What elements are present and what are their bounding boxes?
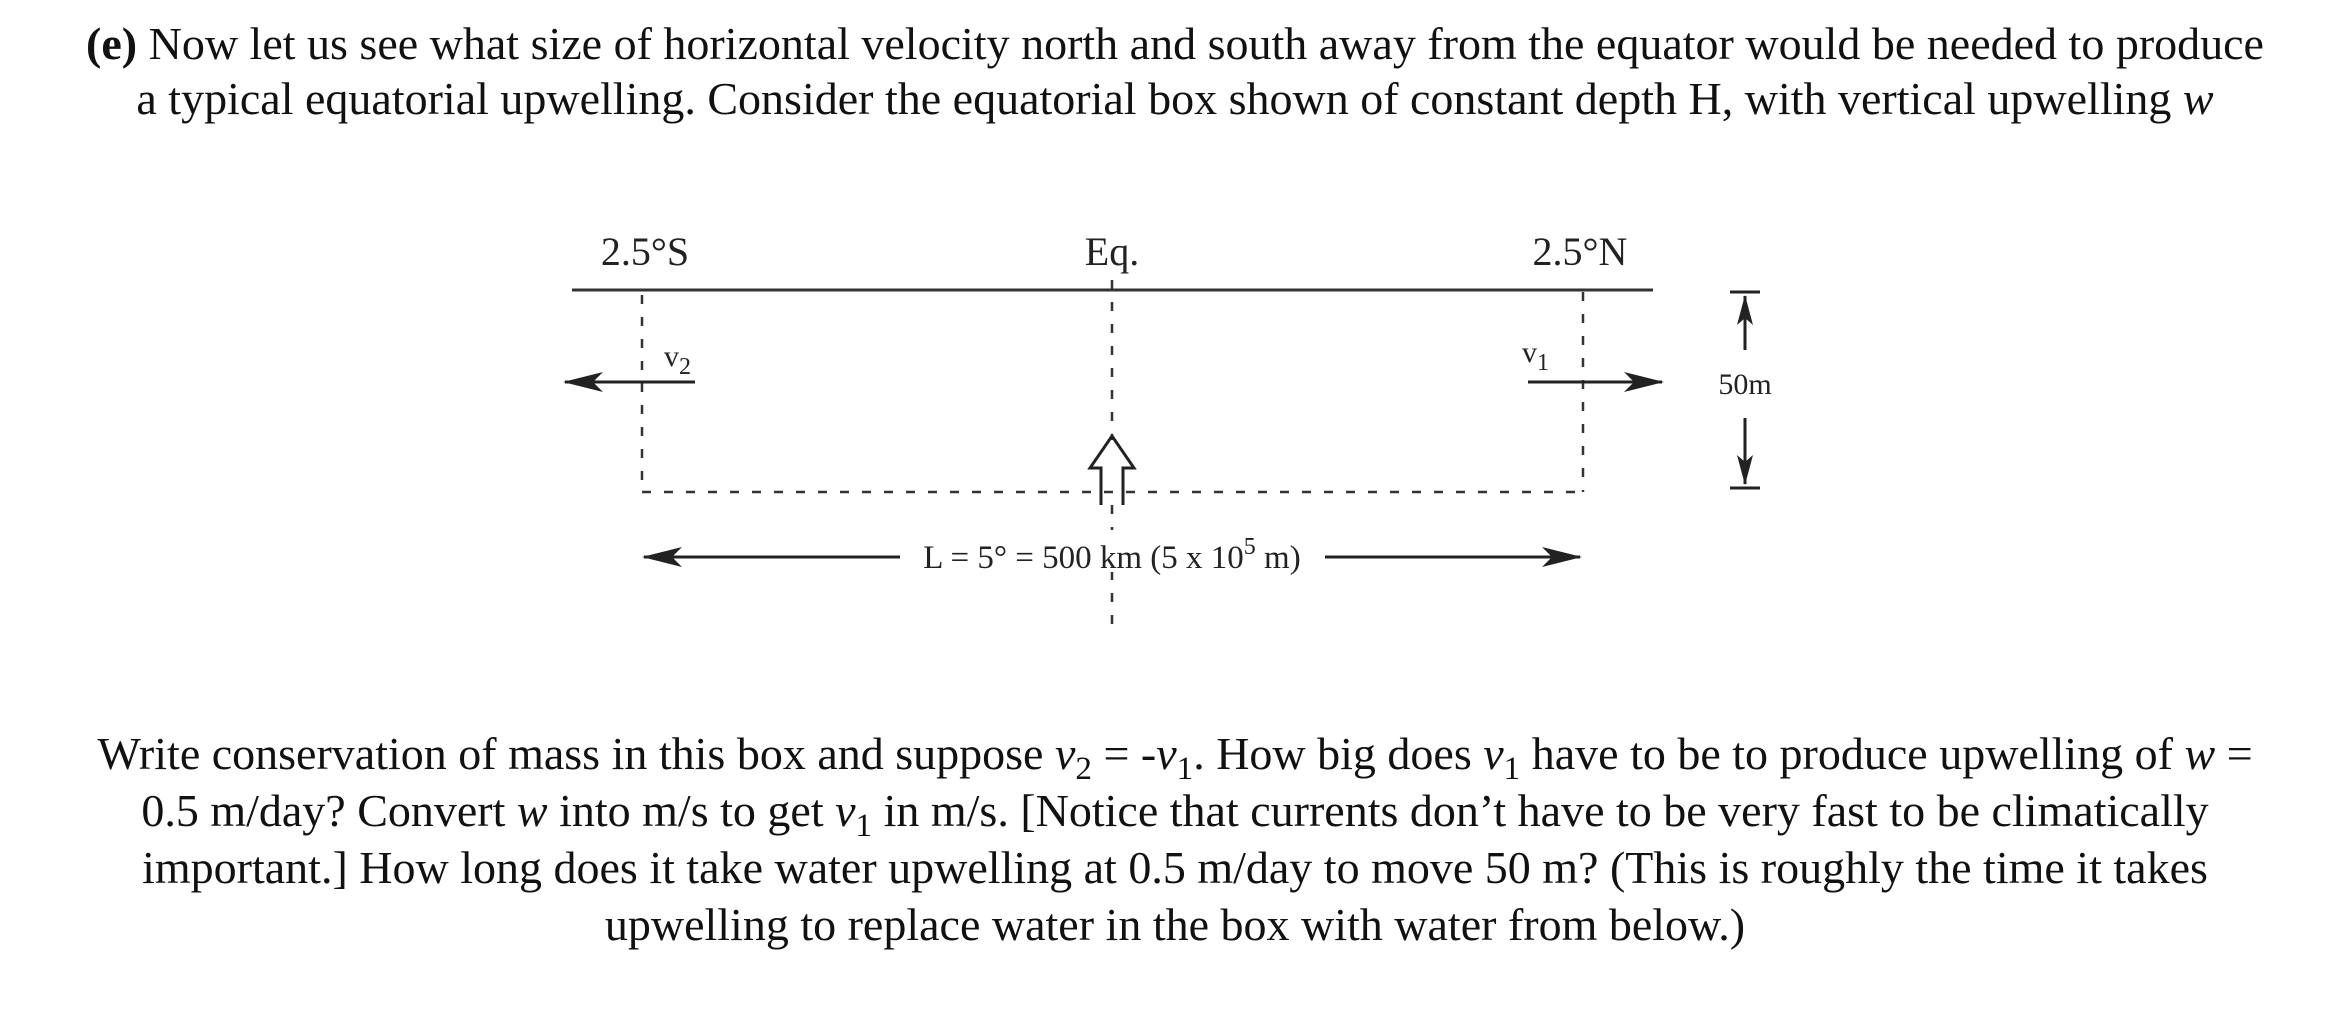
q-w-symbol-2: w — [516, 785, 548, 836]
intro-line-1: Now let us see what size of horizontal velocity north and south away from the equator would be needed to produce — [137, 18, 2264, 69]
q-v1-sub-2: 1 — [1503, 750, 1521, 788]
label-equator: Eq. — [1084, 229, 1140, 274]
length-label: L = 5° = 500 km (5 x $10^5$ m) — [923, 534, 1301, 576]
q-v2-symbol: v — [1054, 728, 1076, 779]
q-v1-sub-3: 1 — [855, 807, 873, 845]
q-v1-sub: 1 — [1176, 750, 1194, 788]
v1-label: $v_1$ — [1522, 336, 1549, 376]
q-text-10: upwelling to replace water in the box with water from below.) — [604, 899, 1746, 950]
intro-line-2: a typical equatorial upwelling. Consider the equatorial box shown of constant depth H, with vertical upwelling — [136, 73, 2183, 124]
q-text-9: important.] How long does it take water upwelling at 0.5 m/day to move 50 m? (This is roughly the time it takes — [142, 842, 2208, 893]
w-symbol: w — [2182, 73, 2214, 124]
label-2-5-south: 2.5°S — [600, 229, 690, 274]
upwelling-arrow — [1090, 436, 1134, 505]
q-text-5: = — [2215, 728, 2253, 779]
q-text-3: . How big does — [1193, 728, 1484, 779]
v2-label: $v_2$ — [664, 340, 691, 380]
q-v1-symbol-2: v — [1483, 728, 1504, 779]
q-w-symbol: w — [2184, 728, 2216, 779]
question-paragraph — [30, 725, 2320, 953]
q-text-4: have to be to produce upwelling of — [1520, 728, 2185, 779]
q-text-1: Write conservation of mass in this box and suppose — [97, 728, 1055, 779]
q-text-7: into m/s to get — [547, 785, 836, 836]
label-2-5-north: 2.5°N — [1532, 229, 1628, 274]
q-text-8: in m/s. [Notice that currents don’t have to be very fast to be climatically — [872, 785, 2209, 836]
q-text-6: 0.5 m/day? Convert — [141, 785, 517, 836]
q-v1-symbol-3: v — [835, 785, 856, 836]
q-text-2: = - — [1091, 728, 1157, 779]
q-v2-sub: 2 — [1075, 750, 1092, 788]
part-label: (e) — [86, 18, 138, 69]
q-v1-symbol: v — [1156, 728, 1177, 779]
depth-label: 50m — [1718, 368, 1772, 401]
